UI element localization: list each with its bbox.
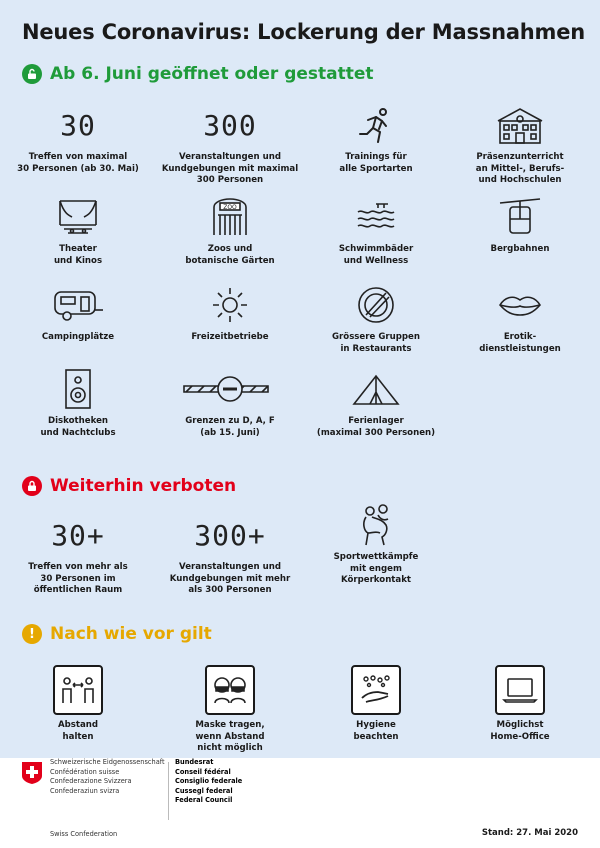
item-label: Ferienlager (maximal 300 Personen) [316, 416, 436, 438]
speaker-icon [9, 364, 147, 414]
lock-icon [22, 476, 42, 496]
border-barrier-icon [161, 364, 299, 414]
open-item-camps [307, 364, 445, 439]
item-label: Schwimmbäder und Wellness [338, 244, 414, 266]
date-stamp: Stand: 27. Mai 2020 [481, 828, 578, 838]
open-item-borders [161, 364, 299, 439]
still-item-hygiene [307, 662, 445, 743]
footer-line: Consiglio federale [175, 777, 243, 786]
still-item-mask [161, 662, 299, 755]
distance-people-icon [53, 665, 103, 715]
item-label: Veranstaltungen und Kundgebungen mit maximal 300 Personen [161, 152, 299, 186]
section-forbidden-heading [22, 476, 236, 496]
swiss-confederation-label: Swiss Confederation [50, 830, 118, 838]
forbidden-item-meetings [9, 510, 147, 597]
item-label: Veranstaltungen und Kundgebungen mit mehr als 300 Personen [169, 562, 291, 596]
page-title: Neues Coronavirus: Lockerung der Massnahmen [22, 20, 586, 44]
open-item-training [307, 100, 445, 175]
item-label: Erotik- dienstleistungen [479, 332, 561, 354]
open-item-events-300 [161, 100, 299, 187]
open-item-leisure [161, 280, 299, 344]
hand-washing-icon [351, 665, 401, 715]
item-label: Bergbahnen [490, 244, 550, 254]
forbidden-item-events [161, 510, 299, 597]
unlock-icon [22, 64, 42, 84]
footer-line: Schweizerische Eidgenossenschaft [50, 758, 165, 766]
swiss-flag-icon [22, 762, 42, 784]
footer-line: Conseil fédéral [175, 767, 231, 776]
footer-line: Bundesrat [175, 758, 214, 766]
mask-faces-icon [205, 665, 255, 715]
section-still-title: Nach wie vor gilt [50, 624, 212, 644]
open-item-schools [451, 100, 589, 187]
section-open-title: Ab 6. Juni geöffnet oder gestattet [50, 64, 374, 84]
item-label: Diskotheken und Nachtclubs [40, 416, 116, 438]
open-item-camping [9, 280, 147, 344]
school-building-icon [451, 100, 589, 150]
runner-icon [307, 100, 445, 150]
confederation-names [50, 758, 165, 796]
cable-car-icon [451, 192, 589, 242]
still-item-home-office [451, 662, 589, 743]
number-30: 30 [60, 108, 96, 142]
item-label: Grenzen zu D, A, F (ab 15. Juni) [185, 416, 275, 438]
open-item-cable-cars [451, 192, 589, 256]
section-open-heading [22, 64, 374, 84]
footer-line: Confederazione Svizzera [50, 777, 132, 786]
still-item-distance [9, 662, 147, 743]
section-still-heading [22, 624, 212, 644]
forbidden-item-contact-sports [307, 500, 445, 587]
wrestlers-icon [307, 500, 445, 550]
item-label: Präsenzunterricht an Mittel-, Berufs- und Hochschulen [475, 152, 565, 186]
item-label: Sportwettkämpfe mit engem Körperkontakt [333, 552, 419, 586]
item-label: Treffen von mehr als 30 Personen im öffentlichen Raum [28, 562, 128, 596]
item-label: Treffen von maximal 30 Personen (ab 30. Mai) [17, 152, 139, 174]
section-forbidden-title: Weiterhin verboten [50, 476, 237, 496]
footer-line: Cussegl federal [175, 786, 233, 795]
footer-line: Federal Council [175, 796, 233, 805]
laptop-icon [495, 665, 545, 715]
open-item-discos [9, 364, 147, 439]
sun-icon [161, 280, 299, 330]
plate-cutlery-icon [307, 280, 445, 330]
open-item-restaurants [307, 280, 445, 355]
open-item-theater [9, 192, 147, 267]
open-item-erotic [451, 280, 589, 355]
item-label: Grössere Gruppen in Restaurants [332, 332, 420, 354]
exclamation-icon: ! [22, 624, 42, 644]
footer-line: Confédération suisse [50, 767, 120, 776]
item-label: Campingplätze [41, 332, 115, 342]
zoo-sign-text: ZOO [223, 204, 237, 211]
item-label: Freizeitbetriebe [191, 332, 269, 342]
tent-icon [307, 364, 445, 414]
item-label: Zoos und botanische Gärten [185, 244, 275, 266]
number-300-plus: 300+ [194, 518, 266, 552]
number-300: 300 [203, 108, 257, 142]
zoo-gate-icon [161, 192, 299, 242]
federal-council-names [175, 758, 242, 806]
open-item-meetings-30 [9, 100, 147, 175]
item-label: Maske tragen, wenn Abstand nicht möglich [195, 720, 265, 754]
swimming-pool-icon [307, 192, 445, 242]
open-item-pools [307, 192, 445, 267]
number-30-plus: 30+ [51, 518, 105, 552]
item-label: Theater und Kinos [53, 244, 103, 266]
item-label: Abstand halten [57, 720, 99, 742]
theater-stage-icon [9, 192, 147, 242]
footer [0, 758, 600, 848]
item-label: Möglichst Home-Office [490, 720, 550, 742]
item-label: Trainings für alle Sportarten [339, 152, 413, 174]
open-item-zoos [161, 192, 299, 267]
footer-divider [168, 762, 169, 820]
caravan-icon [9, 280, 147, 330]
lips-icon [451, 280, 589, 330]
footer-line: Confederaziun svizra [50, 786, 120, 795]
item-label: Hygiene beachten [353, 720, 399, 742]
